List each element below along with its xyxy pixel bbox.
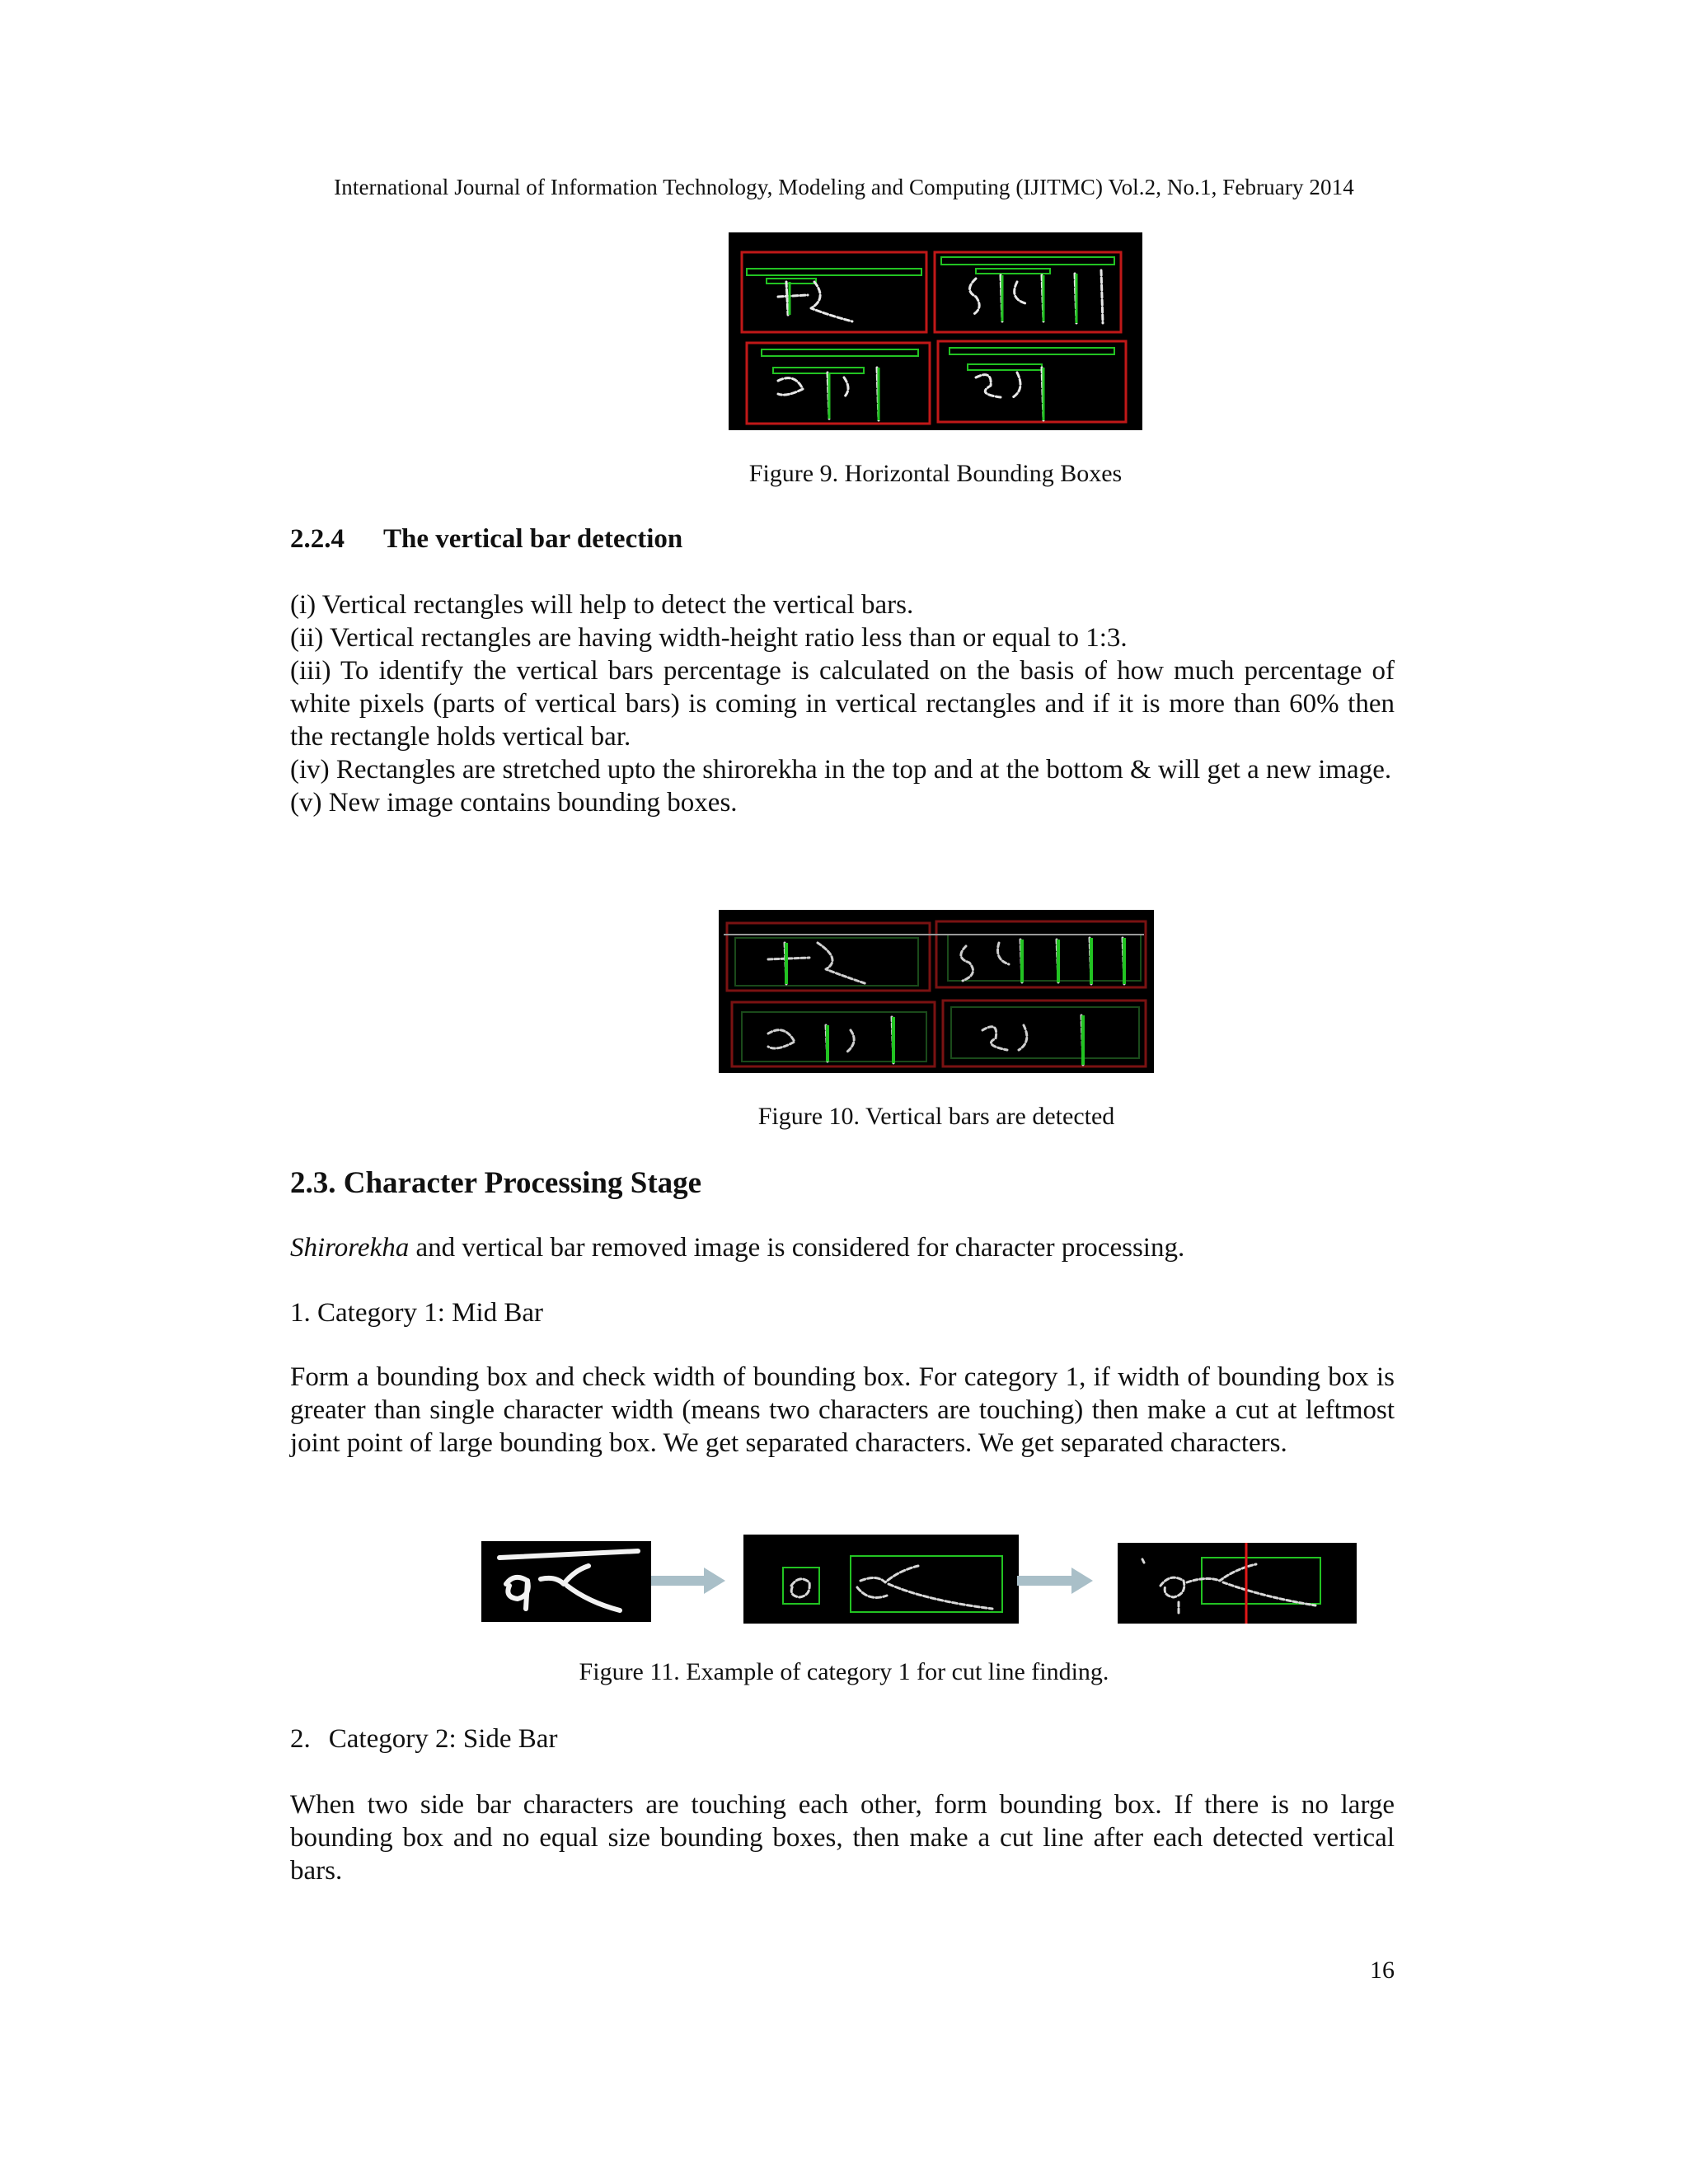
list-item: (i) Vertical rectangles will help to detect the vertical bars. (290, 590, 914, 620)
category-1-title: 1. Category 1: Mid Bar (290, 1298, 544, 1328)
figure-10-caption: Figure 10. Vertical bars are detected (757, 1103, 1115, 1130)
category-1-paragraph: Form a bounding box and check width of bounding box. For category 1, if width of bounding box is greater than single character width (means two characters are touching) then make a cut at leftmost joint point of large bounding box. We get separated characters. We get separated characters. (290, 1362, 1395, 1458)
figure-10-image (719, 910, 1154, 1073)
figure-11-image (481, 1535, 1358, 1629)
vertical-bar-detection-list (290, 588, 1395, 819)
section-2-2-4-title: The vertical bar detection (383, 524, 683, 554)
section-2-3-intro (290, 1231, 1395, 1264)
list-item: (iv) Rectangles are stretched upto the shirorekha in the top and at the bottom & will get a new image. (290, 755, 1392, 785)
figure-9-caption: Figure 9. Horizontal Bounding Boxes (748, 460, 1123, 487)
section-2-3-title: 2.3. Character Processing Stage (290, 1166, 702, 1200)
list-item: (ii) Vertical rectangles are having width-height ratio less than or equal to 1:3. (290, 623, 1128, 653)
category-2-paragraph: When two side bar characters are touching each other, form bounding box. If there is no large bounding box and no equal size bounding boxes, then make a cut line after each detected vertical bars. (290, 1790, 1395, 1886)
list-item: (v) New image contains bounding boxes. (290, 788, 738, 818)
figure-11-caption: Figure 11. Example of category 1 for cut line finding. (579, 1658, 1109, 1685)
category-2-heading (290, 1722, 1395, 1755)
category-2-title: Category 2: Side Bar (328, 1724, 558, 1754)
figure-9-image (729, 232, 1142, 430)
section-2-2-4-number: 2.2.4 (290, 524, 345, 554)
category-2-number: 2. (290, 1724, 311, 1754)
shirorekha-term: Shirorekha (290, 1233, 410, 1263)
page-number: 16 (1370, 1957, 1395, 1984)
list-item: (iii) To identify the vertical bars percentage is calculated on the basis of how much percentage of white pixels (parts of vertical bars) is coming in vertical rectangles and if it is more than 60% then the rectangle holds vertical bar. (290, 656, 1395, 752)
intro-text: and vertical bar removed image is considered for character processing. (409, 1233, 1185, 1263)
running-head: International Journal of Information Technology, Modeling and Computing (IJITMC) Vol.2, No.1, February 2014 (334, 175, 1354, 199)
